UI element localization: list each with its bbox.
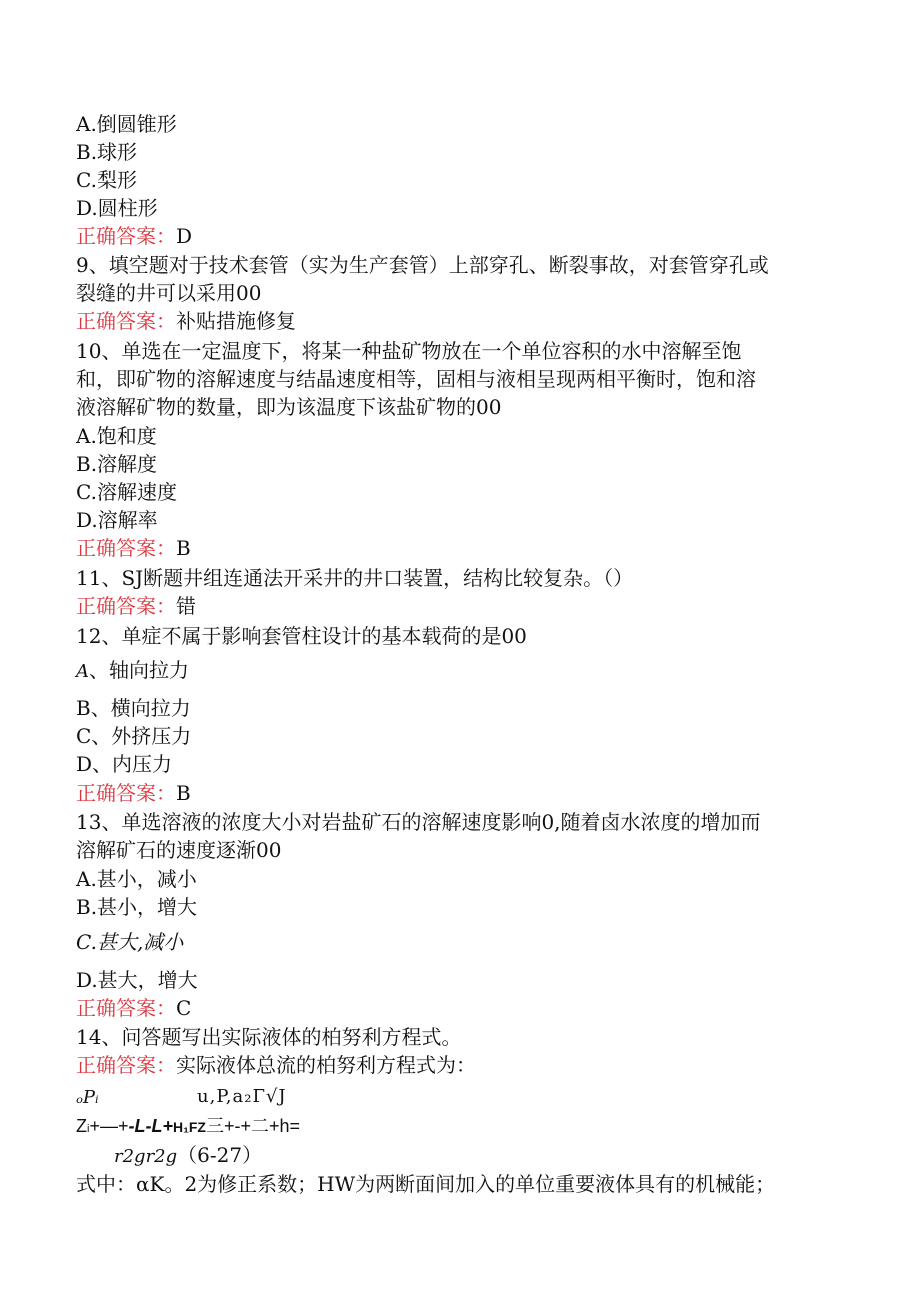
- q13-text-line2: 溶解矿石的速度逐渐00: [76, 838, 282, 862]
- q9-text-line1: 9、填空题对于技术套管（实为生产套管）上部穿孔、断裂事故，对套管穿孔或: [76, 253, 769, 277]
- q10-option-b: B.溶解度: [76, 452, 158, 476]
- q8-option-d: D.圆柱形: [76, 196, 158, 220]
- formula-part-b: +—+: [89, 1116, 129, 1136]
- q8-option-b: B.球形: [76, 140, 138, 164]
- q13-option-c: C.甚大,减小: [76, 930, 184, 954]
- q13-text-line1: 13、单选溶液的浓度大小对岩盐矿石的溶解速度影响0,随着卤水浓度的增加而: [76, 810, 761, 834]
- answer-value: B: [176, 781, 191, 805]
- formula-part-c: -L-L+: [128, 1116, 173, 1136]
- answer-label: 正确答案：: [76, 996, 176, 1020]
- formula-top-left: ₒPᵢ: [76, 1087, 99, 1108]
- q12-option-a-letter: A: [76, 661, 89, 682]
- q8-option-c: C.梨形: [76, 168, 137, 192]
- q10-text-line2: 和，即矿物的溶解速度与结晶速度相等，固相与液相呈现两相平衡时，饱和溶: [76, 367, 756, 391]
- q13-option-b: B.甚小，增大: [76, 895, 198, 919]
- formula-main: [76, 1112, 300, 1143]
- answer-value: C: [176, 996, 192, 1020]
- q10-option-d: D.溶解率: [76, 508, 158, 532]
- q12-text-line1: 12、单症不属于影响套管柱设计的基本载荷的是00: [76, 624, 527, 648]
- q11-answer: [76, 592, 196, 620]
- q14-note: 式中：αK。2为修正系数；HW为两断面间加入的单位重要液体具有的机械能；: [76, 1172, 776, 1196]
- q12-option-d: D、内压力: [76, 752, 173, 776]
- q12-option-a: [76, 656, 189, 686]
- q14-answer: [76, 1051, 476, 1079]
- answer-label: 正确答案：: [76, 309, 176, 333]
- q12-option-b: B、横向拉力: [76, 696, 191, 720]
- formula-part-z-sub: i: [87, 1123, 90, 1135]
- q13-option-d: D.甚大，增大: [76, 968, 198, 992]
- formula-part-z: Z: [76, 1116, 87, 1136]
- answer-value: 错: [176, 594, 196, 618]
- answer-label: 正确答案：: [76, 536, 176, 560]
- q12-answer: [76, 779, 191, 807]
- q9-text-line2: 裂缝的井可以采用00: [76, 281, 262, 305]
- formula-part-e: 三+-+二+h=: [206, 1116, 301, 1136]
- answer-value: D: [176, 224, 193, 248]
- q10-option-c: C.溶解速度: [76, 480, 177, 504]
- formula-equation-number: （6-27）: [177, 1143, 263, 1167]
- formula-bottom: [114, 1141, 262, 1171]
- answer-label: 正确答案：: [76, 594, 176, 618]
- q8-option-a: A.倒圆锥形: [76, 112, 177, 136]
- q10-option-a: A.饱和度: [76, 424, 157, 448]
- formula-part-d: H₁FZ: [172, 1119, 206, 1135]
- answer-value: 补贴措施修复: [176, 309, 296, 333]
- answer-label: 正确答案：: [76, 781, 176, 805]
- answer-label: 正确答案：: [76, 224, 176, 248]
- q10-text-line1: 10、单选在一定温度下，将某一种盐矿物放在一个单位容积的水中溶解至饱: [76, 339, 742, 363]
- q10-answer: [76, 534, 191, 562]
- formula-bottom-vars: r2gr2g: [114, 1146, 178, 1167]
- q12-option-c: C、外挤压力: [76, 724, 192, 748]
- formula-top-right: u,P,a₂Γ√J: [197, 1086, 287, 1107]
- answer-value: 实际液体总流的柏努利方程式为：: [176, 1053, 476, 1077]
- q13-option-a: A.甚小，减小: [76, 867, 197, 891]
- q14-text-line1: 14、问答题写出实际液体的柏努利方程式。: [76, 1025, 462, 1049]
- q12-option-a-text: 、轴向拉力: [89, 658, 189, 682]
- q10-text-line3: 液溶解矿物的数量，即为该温度下该盐矿物的00: [76, 395, 502, 419]
- q11-text-line1: 11、SJ断题井组连通法开采井的井口装置，结构比较复杂。（）: [76, 566, 634, 590]
- answer-label: 正确答案：: [76, 1053, 176, 1077]
- q9-answer: [76, 307, 296, 335]
- answer-value: B: [176, 536, 191, 560]
- q13-answer: [76, 994, 191, 1022]
- q8-answer: [76, 222, 192, 250]
